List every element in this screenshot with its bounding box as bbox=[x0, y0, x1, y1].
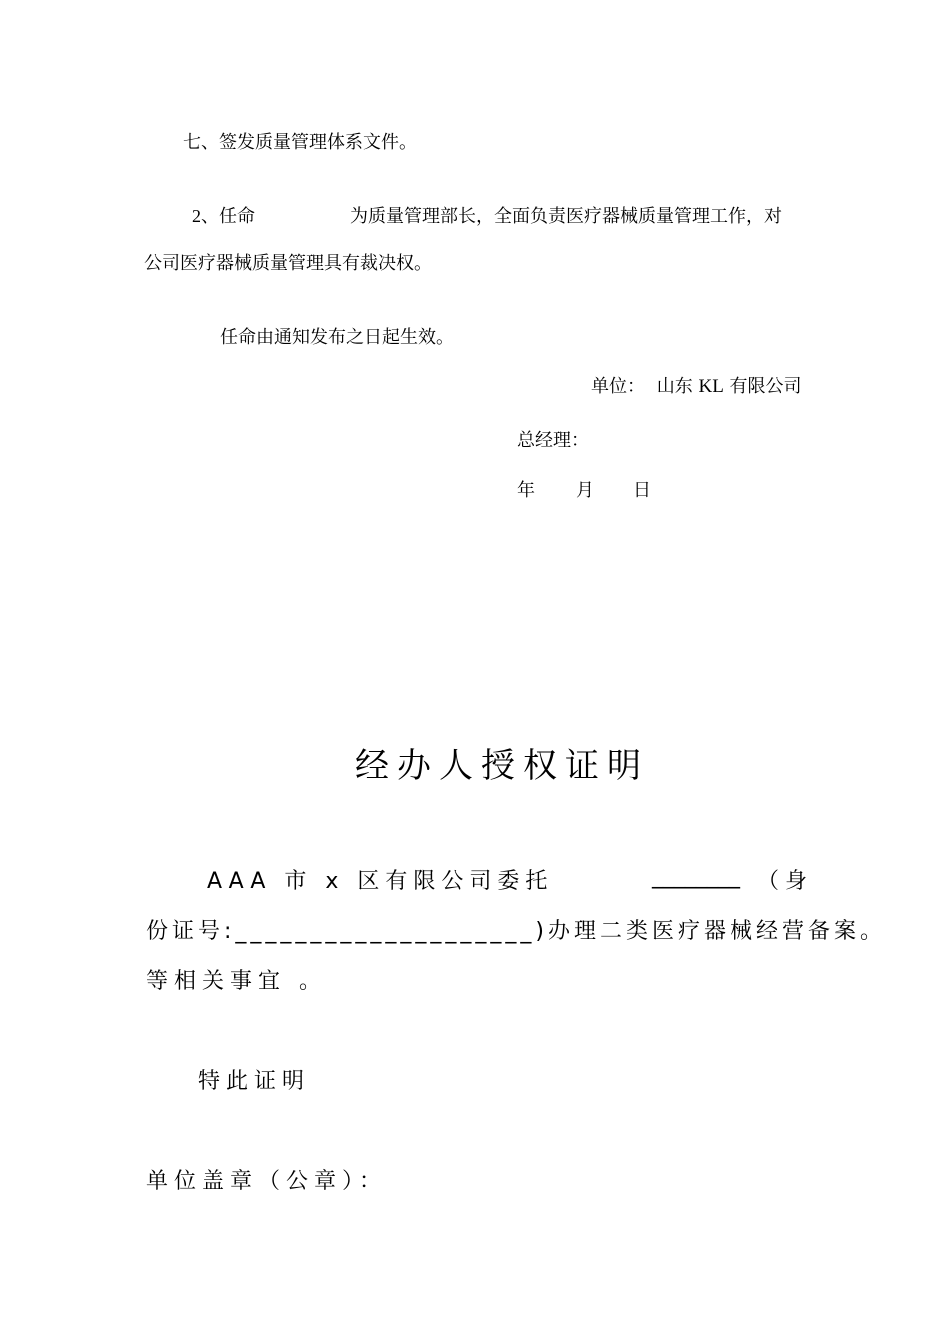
unit-line bbox=[591, 372, 802, 398]
unit-name-post: 有限公司 bbox=[729, 376, 802, 397]
item-2-prefix bbox=[192, 202, 255, 228]
effective-notice: 任命由通知发布之日起生效。 bbox=[220, 327, 454, 348]
item-2-rest: 为质量管理部长，全面负责医疗器械质量管理工作，对 bbox=[350, 206, 782, 227]
authorization-line-1-end: （身 bbox=[757, 869, 814, 894]
unit-label: 单位： bbox=[591, 376, 645, 397]
authorization-line-3: 等相关事宜 。 bbox=[146, 969, 327, 994]
item-2-number: 2 bbox=[192, 206, 201, 226]
general-manager-label: 总经理： bbox=[517, 430, 589, 451]
date-month: 月 bbox=[576, 480, 594, 501]
item-2-line-2: 公司医疗器械质量管理具有裁决权。 bbox=[144, 253, 432, 274]
date-year: 年 bbox=[517, 480, 535, 501]
authorization-line-2: 份证号:____________________)办理二类医疗器械经营备案。 bbox=[146, 919, 886, 944]
hereby-certify: 特此证明 bbox=[198, 1069, 311, 1094]
authorization-line-1-start: AAA 市 x 区有限公司委托 bbox=[207, 869, 554, 894]
item-7-text: 七、签发质量管理体系文件。 bbox=[183, 132, 417, 153]
unit-name-pre: 山东 bbox=[656, 376, 693, 397]
unit-name-kl: KL bbox=[698, 376, 724, 397]
name-blank: ________ bbox=[652, 864, 740, 889]
document-title: 经办人授权证明 bbox=[355, 746, 649, 786]
seal-label: 单位盖章（公章）： bbox=[146, 1169, 388, 1194]
date-day: 日 bbox=[633, 480, 651, 501]
item-2-prefix-text: 、任命 bbox=[201, 206, 255, 227]
